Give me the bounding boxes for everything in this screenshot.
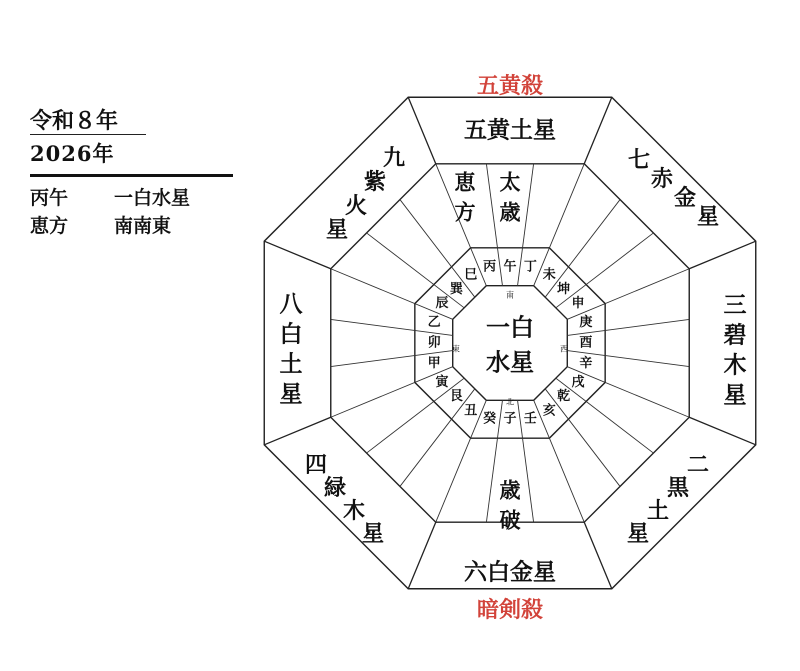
- outer-star-northwest: 九: [382, 145, 406, 171]
- outer-star-west: 土: [279, 350, 303, 378]
- corner-spoke: [689, 241, 756, 269]
- ring-label: 午: [503, 259, 517, 275]
- ehou-label: 恵方: [30, 215, 69, 237]
- outer-star-northeast: 七: [627, 147, 651, 173]
- ring-label: 未: [542, 267, 556, 283]
- corner-spoke: [408, 97, 436, 164]
- outer-star-west: 白: [279, 320, 303, 348]
- center-star-line1: 一白: [486, 312, 534, 342]
- ring-label: 辛: [579, 355, 593, 371]
- sector-divider: [534, 400, 585, 522]
- corner-spoke: [264, 241, 331, 269]
- ring-label: 丙: [483, 259, 497, 275]
- ring-label: 甲: [427, 355, 441, 371]
- ring-label: 巽: [449, 281, 463, 297]
- sector-divider: [331, 269, 453, 320]
- corner-spoke: [264, 417, 331, 445]
- eto-value: 一白水星: [114, 187, 191, 209]
- outer-star-southwest: 四: [304, 452, 328, 478]
- outer-star-southwest: 木: [342, 498, 366, 524]
- saiha-marker: 歳: [499, 477, 521, 503]
- ring-label: 艮: [449, 389, 463, 405]
- outer-star-south: 六白金星: [464, 558, 556, 586]
- sector-divider: [567, 367, 689, 418]
- outer-star-east: 三: [723, 291, 747, 319]
- sector-divider: [534, 164, 585, 286]
- ring-label: 申: [571, 296, 585, 312]
- outer-star-southeast: 黒: [666, 475, 690, 501]
- direction-south: 南: [506, 290, 514, 300]
- outer-star-southeast: 土: [646, 498, 670, 524]
- era-title: 令和８年: [30, 108, 119, 134]
- outer-star-southwest: 緑: [323, 475, 347, 501]
- direction-east: 東: [452, 344, 460, 354]
- direction-west: 西: [560, 344, 568, 354]
- sector-divider: [436, 400, 487, 522]
- outer-star-northeast: 星: [696, 204, 720, 230]
- ring-label: 乾: [557, 389, 571, 405]
- outer-star-southeast: 二: [686, 452, 710, 478]
- gooosatsu-label: 五黄殺: [476, 73, 544, 99]
- ring-label: 坤: [557, 281, 571, 297]
- ehou-marker: 恵: [454, 169, 476, 195]
- ring-label: 壬: [523, 411, 537, 427]
- sector-divider: [331, 367, 453, 418]
- ring-label: 庚: [579, 315, 593, 331]
- outer-star-east: 星: [723, 381, 747, 409]
- ehou-value: 南南東: [114, 215, 172, 237]
- ring-label: 巳: [464, 267, 478, 283]
- sector-divider: [556, 378, 654, 453]
- outer-star-east: 木: [723, 351, 747, 379]
- outer-star-southeast: 星: [626, 521, 650, 547]
- eto-label: 丙午: [30, 187, 69, 209]
- outer-star-northwest: 紫: [363, 169, 387, 195]
- inner-octagon: [415, 248, 605, 438]
- ring-label: 子: [503, 411, 517, 427]
- year-title: 2026年: [30, 141, 115, 166]
- corner-spoke: [689, 417, 756, 445]
- ring-label: 癸: [483, 411, 497, 427]
- ring-label: 丑: [464, 403, 478, 419]
- ring-label: 丁: [523, 259, 537, 275]
- ring-label: 酉: [579, 335, 593, 351]
- taisai-marker: 太: [499, 169, 521, 195]
- center-octagon: [453, 286, 568, 401]
- ring-label: 卯: [427, 335, 441, 351]
- outer-star-west: 八: [279, 290, 303, 318]
- saiha-marker: 破: [499, 507, 521, 533]
- ankensatsu-label: 暗剣殺: [476, 597, 544, 623]
- outer-star-northwest: 火: [344, 193, 368, 219]
- corner-spoke: [584, 97, 612, 164]
- outer-star-north: 五黄土星: [464, 116, 556, 144]
- ring-label: 戌: [571, 374, 585, 390]
- corner-spoke: [408, 522, 436, 589]
- ring-label: 亥: [542, 403, 556, 419]
- ring-label: 寅: [435, 374, 449, 390]
- outer-star-northeast: 金: [673, 185, 697, 211]
- corner-spoke: [584, 522, 612, 589]
- ring-label: 乙: [427, 315, 441, 331]
- direction-north: 北: [506, 397, 514, 407]
- outer-star-east: 碧: [723, 321, 747, 349]
- ehou-marker: 方: [454, 199, 476, 225]
- sector-divider: [567, 269, 689, 320]
- ring-label: 辰: [435, 296, 449, 312]
- outer-star-northwest: 星: [325, 217, 349, 243]
- taisai-marker: 歳: [499, 199, 521, 225]
- outer-star-west: 星: [279, 380, 303, 408]
- sector-divider: [556, 233, 654, 308]
- outer-star-southwest: 星: [361, 521, 385, 547]
- center-star-line2: 水星: [486, 347, 534, 377]
- outer-star-northeast: 赤: [650, 166, 674, 192]
